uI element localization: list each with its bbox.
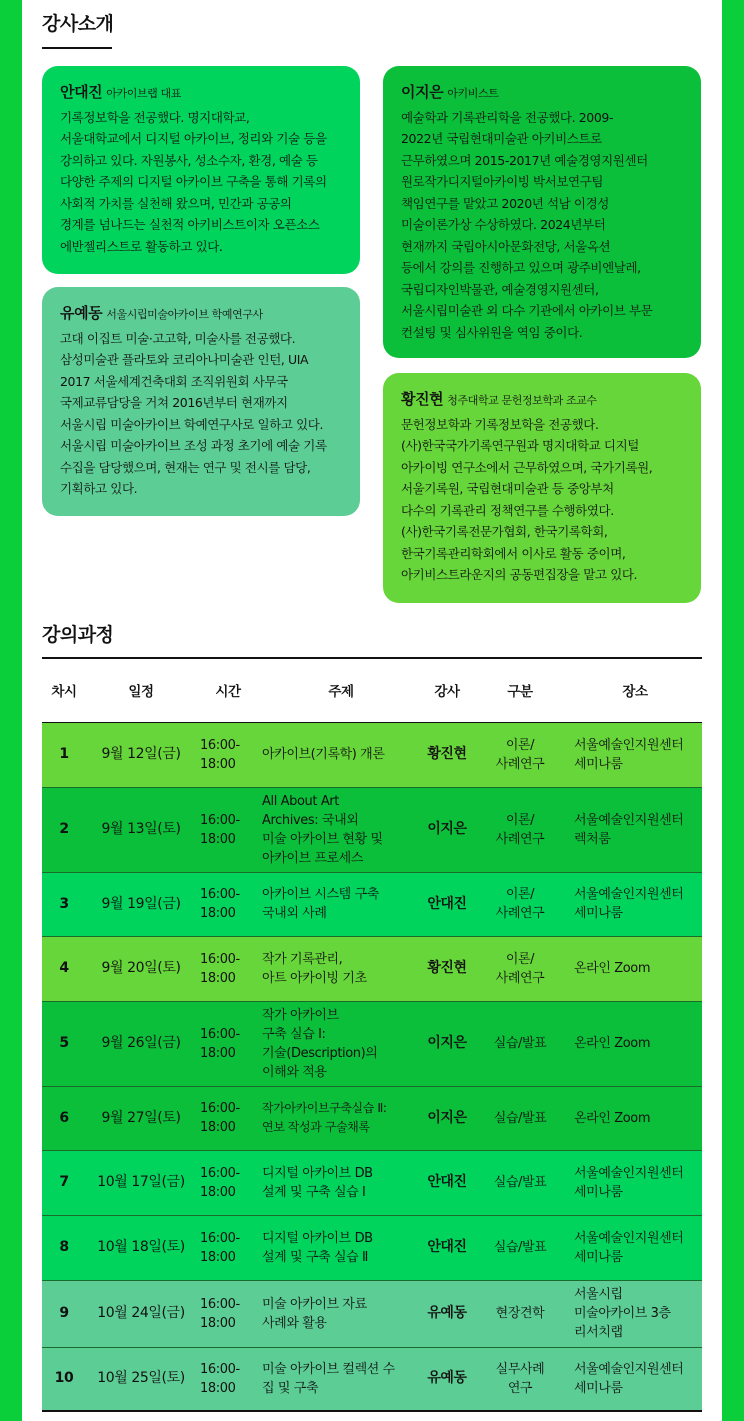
cell-time: 16:00- 18:00 [196, 1086, 260, 1150]
cell-date: 10월 18일(토) [86, 1215, 196, 1280]
instructor-card-hwang [383, 373, 701, 603]
cell-place: 서울예술인지원센터 세미나룸 [568, 1347, 702, 1411]
cell-instructor: 안대진 [422, 872, 472, 936]
cell-place: 서울예술인지원센터 렉처룸 [568, 787, 702, 872]
cell-time: 16:00- 18:00 [196, 936, 260, 1001]
cell-type: 실습/발표 [472, 1215, 568, 1280]
cell-time: 16:00- 18:00 [196, 722, 260, 787]
cell-instructor: 안대진 [422, 1215, 472, 1280]
cell-topic: 작가 아카이브 구축 실습 Ⅰ: 기술(Description)의 이해와 적용 [260, 1001, 422, 1086]
cell-type: 이론/ 사례연구 [472, 936, 568, 1001]
cell-place: 서울예술인지원센터 세미나룸 [568, 1215, 702, 1280]
table-row [42, 1280, 702, 1347]
cell-place: 서울예술인지원센터 세미나룸 [568, 1150, 702, 1215]
instructor-card-ahn [42, 66, 360, 274]
instructor-name: 이지은 [401, 83, 444, 101]
cell-instructor: 유예동 [422, 1280, 472, 1347]
section-title-underline [42, 47, 112, 49]
cell-topic: 미술 아카이브 컬렉션 수 집 및 구축 [260, 1347, 422, 1411]
cell-place: 서울예술인지원센터 세미나룸 [568, 722, 702, 787]
instructor-bio: 문헌정보학과 기록정보학을 전공했다. (사)한국국가기록연구원과 명지대학교 디지털 아카이빙 연구소에서 근무하였으며, 국가기록원, 서울기록원, 국립현대미술관 등 중앙부처 다수의 기록관리 정책연구를 수행하였다. (사)한국기록전문가협회, 한국기록학회, 한국기록관리학회에서 이사로 활동 중이며, 아키비스트라운지의 공동편집장을 맡고 있다. [401, 416, 653, 582]
table-row [42, 722, 702, 787]
instructor-role: 아키비스트 [447, 87, 499, 100]
instructor-name: 안대진 [60, 83, 103, 101]
cell-instructor: 이지은 [422, 787, 472, 872]
cell-date: 9월 13일(토) [86, 787, 196, 872]
cell-time: 16:00- 18:00 [196, 1150, 260, 1215]
cell-date: 10월 25일(토) [86, 1347, 196, 1411]
course-section-title: 강의과정 [42, 624, 114, 646]
table-row [42, 1086, 702, 1150]
cell-type: 이론/ 사례연구 [472, 722, 568, 787]
cell-session: 8 [42, 1215, 86, 1280]
cell-instructor: 황진현 [422, 936, 472, 1001]
cell-topic: 작가 기록관리, 아트 아카이빙 기초 [260, 936, 422, 1001]
cell-session: 5 [42, 1001, 86, 1086]
cell-instructor: 이지은 [422, 1001, 472, 1086]
cell-session: 9 [42, 1280, 86, 1347]
cell-instructor: 황진현 [422, 722, 472, 787]
instructor-name: 황진현 [401, 390, 444, 408]
cell-place: 서울시립 미술아카이브 3층 리서치랩 [568, 1280, 702, 1347]
instructor-card-yoo [42, 287, 360, 516]
header-type: 구분 [472, 658, 568, 722]
cell-date: 9월 19일(금) [86, 872, 196, 936]
cell-session: 6 [42, 1086, 86, 1150]
cell-instructor: 이지은 [422, 1086, 472, 1150]
cell-place: 서울예술인지원센터 세미나룸 [568, 872, 702, 936]
cell-date: 10월 24일(금) [86, 1280, 196, 1347]
cell-session: 2 [42, 787, 86, 872]
instructor-role: 아카이브랩 대표 [106, 87, 181, 100]
cell-date: 9월 27일(토) [86, 1086, 196, 1150]
instructor-bio: 예술학과 기록관리학을 전공했다. 2009- 2022년 국립현대미술관 아키비스트로 근무하였으며 2015-2017년 예술경영지원센터 원로작가디지털아카이빙 박서보연구팀 책임연구를 맡았고 2020년 석남 이경성 미술이론가상 수상하였다. 2024년부터 현재까지 국립아시아문화전당, 서울옥션 등에서 강의를 진행하고 있으며 광주비엔날레, 국립디자인박물관, 예술경영지원센터, 서울시립미술관 외 다수 기관에서 아카이브 부문 컨설팅 및 심사위원을 역임 중이다. [401, 109, 653, 340]
cell-date: 10월 17일(금) [86, 1150, 196, 1215]
cell-type: 이론/ 사례연구 [472, 872, 568, 936]
instructor-role: 서울시립미술아카이브 학예연구사 [106, 308, 263, 321]
header-topic: 주제 [260, 658, 422, 722]
instructor-role: 청주대학교 문헌정보학과 조교수 [447, 394, 597, 407]
cell-topic: 미술 아카이브 자료 사례와 활용 [260, 1280, 422, 1347]
instructor-card-lee [383, 66, 701, 358]
cell-topic: All About Art Archives: 국내외 미술 아카이브 현황 및 아카이브 프로세스 [260, 787, 422, 872]
cell-time: 16:00- 18:00 [196, 1347, 260, 1411]
cell-time: 16:00- 18:00 [196, 1001, 260, 1086]
instructor-bio: 고대 이집트 미술·고고학, 미술사를 전공했다. 삼성미술관 플라토와 코리아나미술관 인턴, UIA 2017 서울세계건축대회 조직위원회 사무국 국제교류담당을 거쳐 2016년부터 현재까지 서울시립 미술아카이브 학예연구사로 일하고 있다. 서울시립 미술아카이브 조성 과정 초기에 예술 기록 수집을 담당했으며, 현재는 연구 및 전시를 담당, 기획하고 있다. [60, 330, 327, 496]
cell-type: 현장견학 [472, 1280, 568, 1347]
cell-topic: 작가아카이브구축실습 Ⅱ: 연보 작성과 구술채록 [260, 1086, 422, 1150]
cell-date: 9월 12일(금) [86, 722, 196, 787]
page-container [22, 0, 722, 1421]
cell-time: 16:00- 18:00 [196, 787, 260, 872]
table-row [42, 872, 702, 936]
cell-place: 온라인 Zoom [568, 1001, 702, 1086]
schedule-table [42, 657, 702, 1412]
cell-date: 9월 26일(금) [86, 1001, 196, 1086]
table-row [42, 1150, 702, 1215]
cell-session: 10 [42, 1347, 86, 1411]
table-row [42, 1001, 702, 1086]
cell-topic: 디지털 아카이브 DB 설계 및 구축 실습 Ⅱ [260, 1215, 422, 1280]
table-row [42, 936, 702, 1001]
cell-date: 9월 20일(토) [86, 936, 196, 1001]
table-row [42, 787, 702, 872]
table-row [42, 1347, 702, 1411]
cell-place: 온라인 Zoom [568, 936, 702, 1001]
cell-topic: 아카이브(기록학) 개론 [260, 722, 422, 787]
cell-type: 실습/발표 [472, 1086, 568, 1150]
cell-time: 16:00- 18:00 [196, 1280, 260, 1347]
instructor-name: 유예동 [60, 304, 103, 322]
schedule-header-row [42, 658, 702, 722]
cell-place: 온라인 Zoom [568, 1086, 702, 1150]
table-row [42, 1215, 702, 1280]
cell-type: 이론/ 사례연구 [472, 787, 568, 872]
cell-session: 4 [42, 936, 86, 1001]
cell-time: 16:00- 18:00 [196, 872, 260, 936]
instructor-bio: 기록정보학을 전공했다. 명지대학교, 서울대학교에서 디지털 아카이브, 정리와 기술 등을 강의하고 있다. 자원봉사, 성소수자, 환경, 예술 등 다양한 주제의 디지털 아카이브 구축을 통해 기록의 사회적 가치를 실천해 왔으며, 민간과 공공의 경계를 넘나드는 실천적 아키비스트이자 오픈소스 에반젤리스트로 활동하고 있다. [60, 109, 327, 254]
cell-session: 3 [42, 872, 86, 936]
header-place: 장소 [568, 658, 702, 722]
cell-instructor: 유예동 [422, 1347, 472, 1411]
header-time: 시간 [196, 658, 260, 722]
cell-topic: 아카이브 시스템 구축 국내외 사례 [260, 872, 422, 936]
cell-type: 실습/발표 [472, 1150, 568, 1215]
cell-type: 실습/발표 [472, 1001, 568, 1086]
cell-instructor: 안대진 [422, 1150, 472, 1215]
instructors-section-title: 강사소개 [42, 13, 114, 35]
cell-session: 7 [42, 1150, 86, 1215]
cell-type: 실무사례 연구 [472, 1347, 568, 1411]
cell-topic: 디지털 아카이브 DB 설계 및 구축 실습 Ⅰ [260, 1150, 422, 1215]
cell-session: 1 [42, 722, 86, 787]
header-date: 일정 [86, 658, 196, 722]
header-instructor: 강사 [422, 658, 472, 722]
header-session: 차시 [42, 658, 86, 722]
cell-time: 16:00- 18:00 [196, 1215, 260, 1280]
